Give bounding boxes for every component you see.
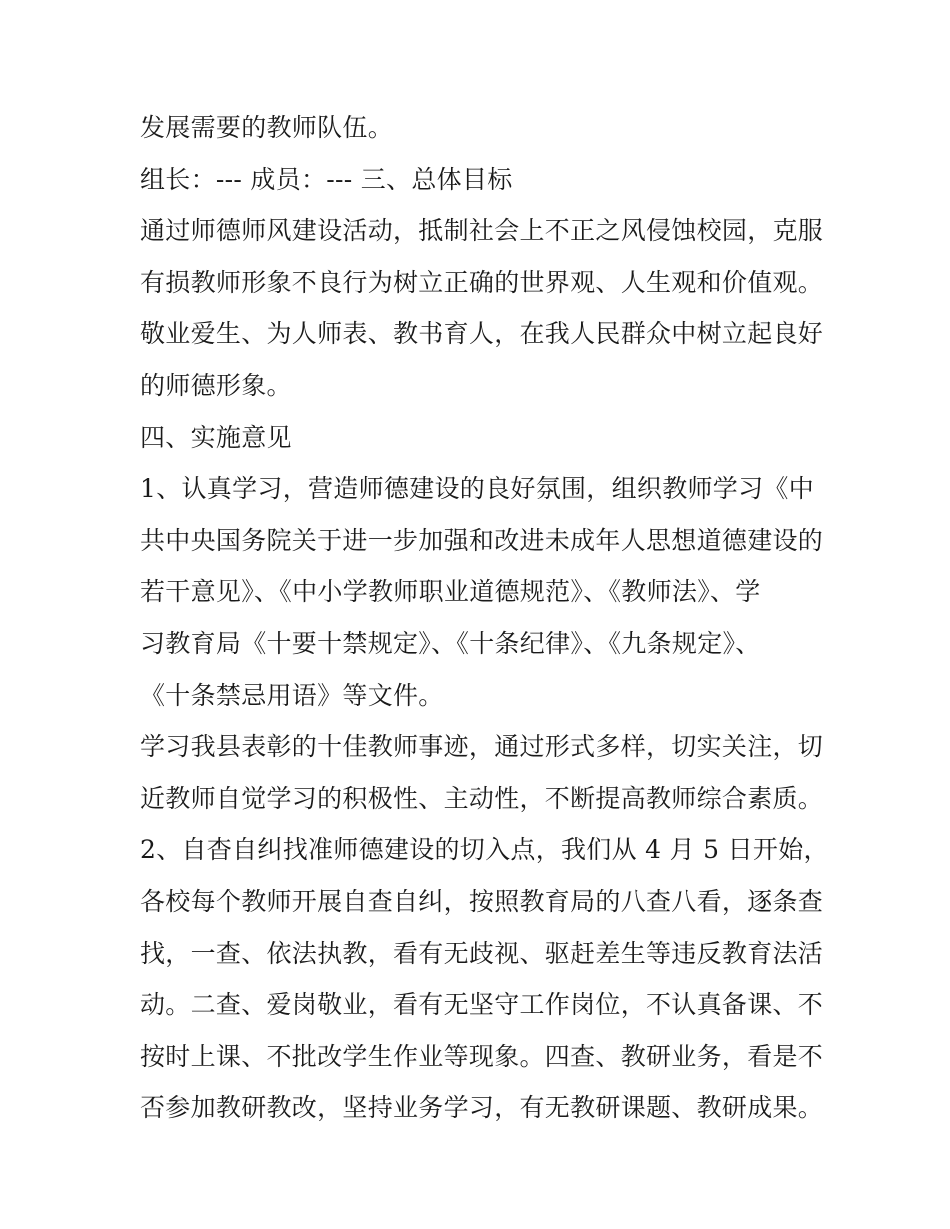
text-line: 按时上课、不批改学生作业等现象。四查、教研业务，看是不 [140,1041,824,1071]
section-heading: 四、实施意见 [140,422,292,452]
text-line: 组长：--- 成员：--- 三、总体目标 [140,164,513,194]
text-line: 习教育局《十要十禁规定》、《十条纪律》、《九条规定》、 [140,628,761,658]
text-line: 学习我县表彰的十佳教师事迹，通过形式多样，切实关注，切 [140,732,824,762]
text-line: 发展需要的教师队伍。 [140,113,394,142]
text-line: 有损教师形象不良行为树立正确的世界观、人生观和价值观。 [140,267,824,297]
text-line: 共中央国务院关于进一步加强和改进未成年人思想道德建设的 [140,525,824,555]
text-line: 找，一查、依法执教，看有无歧视、驱赶差生等违反教育法活 [140,938,824,968]
text-line: 通过师德师风建设活动，抵制社会上不正之风侵蚀校园，克服 [140,216,824,246]
text-line: 1、认真学习，营造师德建设的良好氛围，组织教师学习《中 [140,474,815,504]
text-line: 《十条禁忌用语》等文件。 [140,680,444,710]
text-line: 敬业爱生、为人师表、教书育人，在我人民群众中树立起良好 [140,319,824,349]
text-line: 2、自杳自纠找准师德建设的切入点，我们从 4 月 5 日开始， [140,835,829,865]
text-line: 近教师自觉学习的积极性、主动性，不断提高教师综合素质。 [140,783,824,813]
text-line: 否参加教研教改，坚持业务学习，有无教研课题、教研成果。 [140,1093,824,1123]
text-line: 动。二查、爱岗敬业，看有无坚守工作岗位，不认真备课、不 [140,990,824,1020]
document-body [140,102,829,1134]
text-line: 的师德形象。 [140,370,292,400]
text-line: 各校每个教师开展自查自纠，按照教育局的八查八看，逐条查 [140,886,824,916]
text-line: 若干意见》、《中小学教师职业道德规范》、《教师法》、学 [140,577,761,607]
